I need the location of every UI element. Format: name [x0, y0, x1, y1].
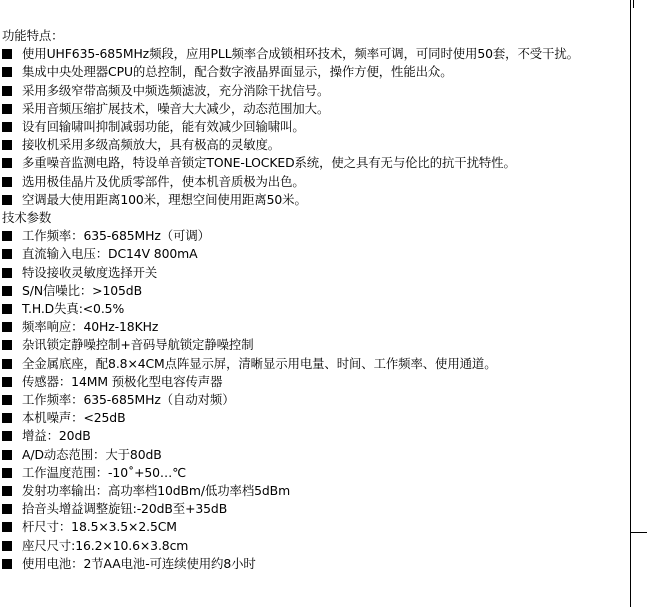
spec-item [2, 482, 626, 500]
spec-text: 直流输入电压：DC14V 800mA [22, 246, 198, 262]
square-bullet-icon [2, 140, 12, 150]
spec-text: 工作频率：635-685MHz（可调） [22, 228, 210, 244]
feature-item [2, 45, 626, 63]
spec-text: 频率响应：40Hz-18KHz [22, 319, 159, 335]
feature-text: 采用多级窄带高频及中频选频滤波，充分消除干扰信号。 [22, 82, 330, 98]
spec-item [2, 373, 626, 391]
spec-item [2, 518, 626, 536]
spec-text: 增益：20dB [22, 428, 91, 444]
spec-item [2, 464, 626, 482]
square-bullet-icon [2, 486, 12, 496]
spec-item [2, 336, 626, 354]
page-corner-mark-bottom [630, 532, 647, 533]
square-bullet-icon [2, 49, 12, 59]
page-corner-mark-top [633, 0, 634, 8]
document-body [2, 27, 626, 573]
square-bullet-icon [2, 195, 12, 205]
square-bullet-icon [2, 104, 12, 114]
square-bullet-icon [2, 431, 12, 441]
square-bullet-icon [2, 468, 12, 478]
square-bullet-icon [2, 304, 12, 314]
square-bullet-icon [2, 377, 12, 387]
spec-text: 发射功率输出：高功率档10dBm/低功率档5dBm [22, 483, 291, 499]
features-heading: 功能特点： [2, 28, 64, 43]
square-bullet-icon [2, 322, 12, 332]
spec-text: 传感器：14MM 预极化型电容传声器 [22, 373, 223, 389]
feature-item [2, 154, 626, 172]
square-bullet-icon [2, 231, 12, 241]
feature-text: 多重噪音监测电路，特设单音锁定TONE-LOCKED系统，使之具有无与伦比的抗干扰特性。 [22, 155, 516, 171]
spec-item [2, 537, 626, 555]
square-bullet-icon [2, 522, 12, 532]
spec-item [2, 318, 626, 336]
spec-item [2, 446, 626, 464]
feature-text: 接收机采用多级高频放大，具有极高的灵敏度。 [22, 137, 281, 153]
feature-item [2, 173, 626, 191]
spec-item [2, 282, 626, 300]
spec-item [2, 427, 626, 445]
square-bullet-icon [2, 158, 12, 168]
spec-item [2, 245, 626, 263]
spec-item [2, 264, 626, 282]
square-bullet-icon [2, 122, 12, 132]
square-bullet-icon [2, 340, 12, 350]
spec-item [2, 227, 626, 245]
spec-text: 使用电池：2节AA电池-可连续使用约8小时 [22, 555, 256, 571]
square-bullet-icon [2, 413, 12, 423]
square-bullet-icon [2, 177, 12, 187]
square-bullet-icon [2, 541, 12, 551]
square-bullet-icon [2, 395, 12, 405]
spec-text: T.H.D失真:<0.5% [22, 301, 125, 317]
square-bullet-icon [2, 286, 12, 296]
square-bullet-icon [2, 249, 12, 259]
spec-text: 拾音头增益调整旋钮:-20dB至+35dB [22, 501, 228, 517]
specs-list [2, 227, 626, 573]
square-bullet-icon [2, 359, 12, 369]
spec-text: S/N信噪比：>105dB [22, 282, 142, 298]
square-bullet-icon [2, 504, 12, 514]
square-bullet-icon [2, 559, 12, 569]
spec-text: A/D动态范围：大于80dB [22, 446, 162, 462]
spec-text: 工作温度范围：-10˚+50…℃ [22, 464, 187, 480]
spec-item [2, 409, 626, 427]
square-bullet-icon [2, 450, 12, 460]
spec-text: 杂讯锁定静噪控制+音码导航锁定静噪控制 [22, 337, 254, 353]
feature-text: 选用极佳晶片及优质零部件，使本机音质极为出色。 [22, 173, 305, 189]
square-bullet-icon [2, 67, 12, 77]
spec-item [2, 300, 626, 318]
feature-item [2, 191, 626, 209]
feature-text: 集成中央处理器CPU的总控制，配合数字液晶界面显示，操作方便，性能出众。 [22, 64, 453, 80]
feature-item [2, 136, 626, 154]
spec-item [2, 391, 626, 409]
spec-text: 工作频率：635-685MHz（自动对频） [22, 392, 235, 408]
page-right-border [630, 0, 631, 607]
square-bullet-icon [2, 268, 12, 278]
spec-text: 座尺尺寸:16.2×10.6×3.8cm [22, 537, 189, 553]
feature-text: 设有回输啸叫抑制减弱功能，能有效减少回输啸叫。 [22, 119, 305, 135]
square-bullet-icon [2, 86, 12, 96]
spec-text: 特设接收灵敏度选择开关 [22, 264, 158, 280]
spec-item [2, 500, 626, 518]
spec-item [2, 355, 626, 373]
feature-text: 使用UHF635-685MHz频段，应用PLL频率合成锁相环技术，频率可调，可同时使用50套，不受干扰。 [22, 46, 579, 62]
spec-text: 全金属底座，配8.8×4CM点阵显示屏，清晰显示用电量、时间、工作频率、使用通道。 [22, 355, 497, 371]
features-list [2, 45, 626, 209]
feature-text: 空调最大使用距离100米，理想空间使用距离50米。 [22, 191, 307, 207]
feature-text: 采用音频压缩扩展技术，噪音大大减少，动态范围加大。 [22, 100, 330, 116]
spec-text: 杆尺寸：18.5×3.5×2.5CM [22, 519, 177, 535]
spec-item [2, 555, 626, 573]
feature-item [2, 82, 626, 100]
feature-item [2, 100, 626, 118]
specs-heading: 技术参数 [2, 210, 52, 226]
spec-text: 本机噪声：<25dB [22, 410, 126, 426]
feature-item [2, 63, 626, 81]
feature-item [2, 118, 626, 136]
